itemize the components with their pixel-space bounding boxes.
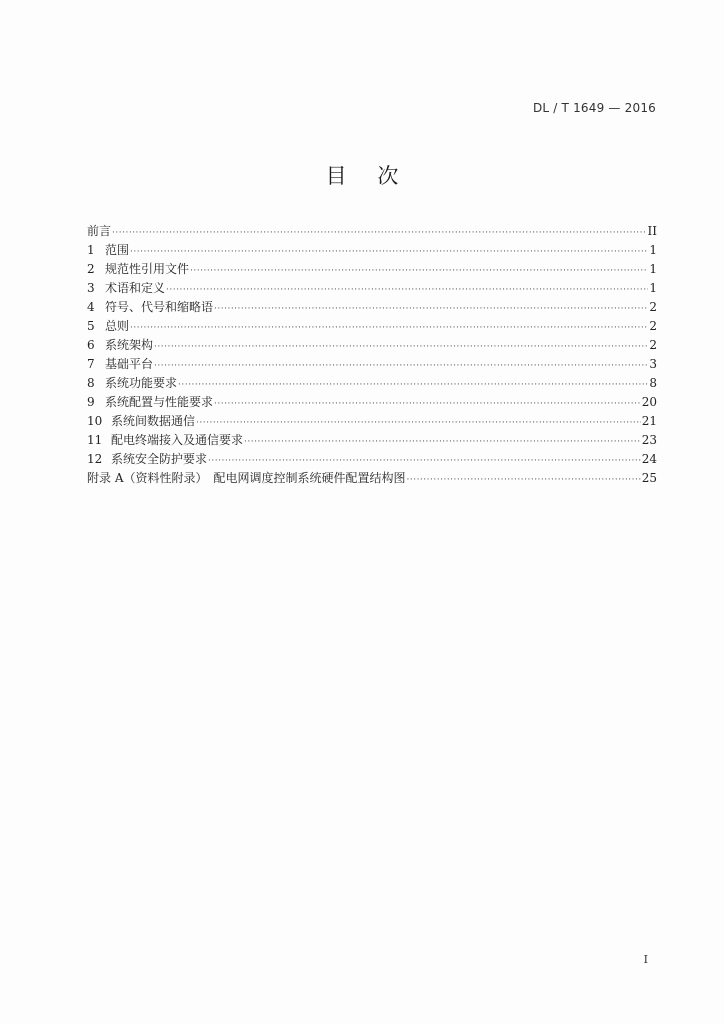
toc-entry-label: 系统间数据通信 bbox=[111, 414, 196, 428]
toc-entry-page: 1 bbox=[649, 262, 657, 276]
toc-title-char: 次 bbox=[377, 164, 399, 188]
toc-title bbox=[0, 160, 724, 190]
toc-entry-label: 规范性引用文件 bbox=[105, 262, 190, 276]
toc-entry[interactable] bbox=[87, 241, 657, 260]
toc-entry-page: II bbox=[647, 224, 657, 238]
toc-entry-number: 8 bbox=[87, 376, 95, 390]
toc-entry[interactable] bbox=[87, 412, 657, 431]
toc-dot-leader bbox=[154, 357, 648, 376]
toc-entry[interactable] bbox=[87, 298, 657, 317]
toc-entry-number: 1 bbox=[87, 243, 95, 257]
toc-entry-number: 6 bbox=[87, 338, 95, 352]
toc-entry-number: 3 bbox=[87, 281, 95, 295]
toc-entry-page: 20 bbox=[641, 395, 657, 409]
toc-entry-number: 4 bbox=[87, 300, 95, 314]
toc-entry-page: 23 bbox=[641, 433, 657, 447]
toc-entry[interactable] bbox=[87, 431, 657, 450]
toc-entry-label: 基础平台 bbox=[105, 357, 154, 371]
page-number: I bbox=[643, 953, 648, 966]
toc-entry-page: 2 bbox=[649, 338, 657, 352]
toc-dot-leader bbox=[406, 471, 640, 490]
toc-dot-leader bbox=[130, 319, 648, 338]
toc-entry-label: 系统配置与性能要求 bbox=[105, 395, 214, 409]
toc-entry-number: 5 bbox=[87, 319, 95, 333]
toc-entry-label: 系统安全防护要求 bbox=[111, 452, 208, 466]
toc-entry-label: 附录 A（资料性附录） 配电网调度控制系统硬件配置结构图 bbox=[87, 471, 406, 485]
toc-entry[interactable] bbox=[87, 336, 657, 355]
toc-entry-page: 8 bbox=[649, 376, 657, 390]
toc-entry-page: 2 bbox=[649, 319, 657, 333]
toc-entry-number: 7 bbox=[87, 357, 95, 371]
toc-entry-label: 系统架构 bbox=[105, 338, 154, 352]
toc-entry-label: 总则 bbox=[105, 319, 130, 333]
toc-dot-leader bbox=[214, 395, 641, 414]
toc-entry-label: 配电终端接入及通信要求 bbox=[111, 433, 244, 447]
toc-entry[interactable] bbox=[87, 450, 657, 469]
toc-entry-page: 2 bbox=[649, 300, 657, 314]
toc-dot-leader bbox=[244, 433, 641, 452]
toc-entry-label: 符号、代号和缩略语 bbox=[105, 300, 214, 314]
toc-dot-leader bbox=[214, 300, 648, 319]
toc-dot-leader bbox=[130, 243, 648, 262]
toc-dot-leader bbox=[154, 338, 648, 357]
toc-entry-page: 1 bbox=[649, 243, 657, 257]
toc-entry-number: 11 bbox=[87, 433, 103, 447]
toc-list bbox=[87, 222, 657, 488]
toc-title-char: 目 bbox=[325, 164, 347, 188]
toc-entry[interactable] bbox=[87, 222, 657, 241]
toc-entry-page: 21 bbox=[641, 414, 657, 428]
toc-entry-page: 24 bbox=[641, 452, 657, 466]
toc-entry-page: 1 bbox=[649, 281, 657, 295]
toc-entry[interactable] bbox=[87, 317, 657, 336]
toc-entry[interactable] bbox=[87, 469, 657, 488]
toc-entry[interactable] bbox=[87, 393, 657, 412]
toc-dot-leader bbox=[196, 414, 641, 433]
toc-entry-label: 范围 bbox=[105, 243, 130, 257]
toc-entry-number: 12 bbox=[87, 452, 103, 466]
toc-entry-number: 10 bbox=[87, 414, 103, 428]
toc-dot-leader bbox=[112, 224, 647, 243]
toc-dot-leader bbox=[166, 281, 648, 300]
toc-entry-page: 3 bbox=[649, 357, 657, 371]
toc-entry[interactable] bbox=[87, 355, 657, 374]
toc-entry-label: 前言 bbox=[87, 224, 112, 238]
document-code: DL / T 1649 — 2016 bbox=[532, 101, 656, 115]
toc-entry-number: 2 bbox=[87, 262, 95, 276]
toc-entry[interactable] bbox=[87, 260, 657, 279]
toc-entry-page: 25 bbox=[641, 471, 657, 485]
toc-entry[interactable] bbox=[87, 374, 657, 393]
toc-entry[interactable] bbox=[87, 279, 657, 298]
toc-dot-leader bbox=[178, 376, 648, 395]
toc-entry-label: 术语和定义 bbox=[105, 281, 166, 295]
toc-dot-leader bbox=[190, 262, 648, 281]
toc-entry-number: 9 bbox=[87, 395, 95, 409]
toc-entry-label: 系统功能要求 bbox=[105, 376, 178, 390]
